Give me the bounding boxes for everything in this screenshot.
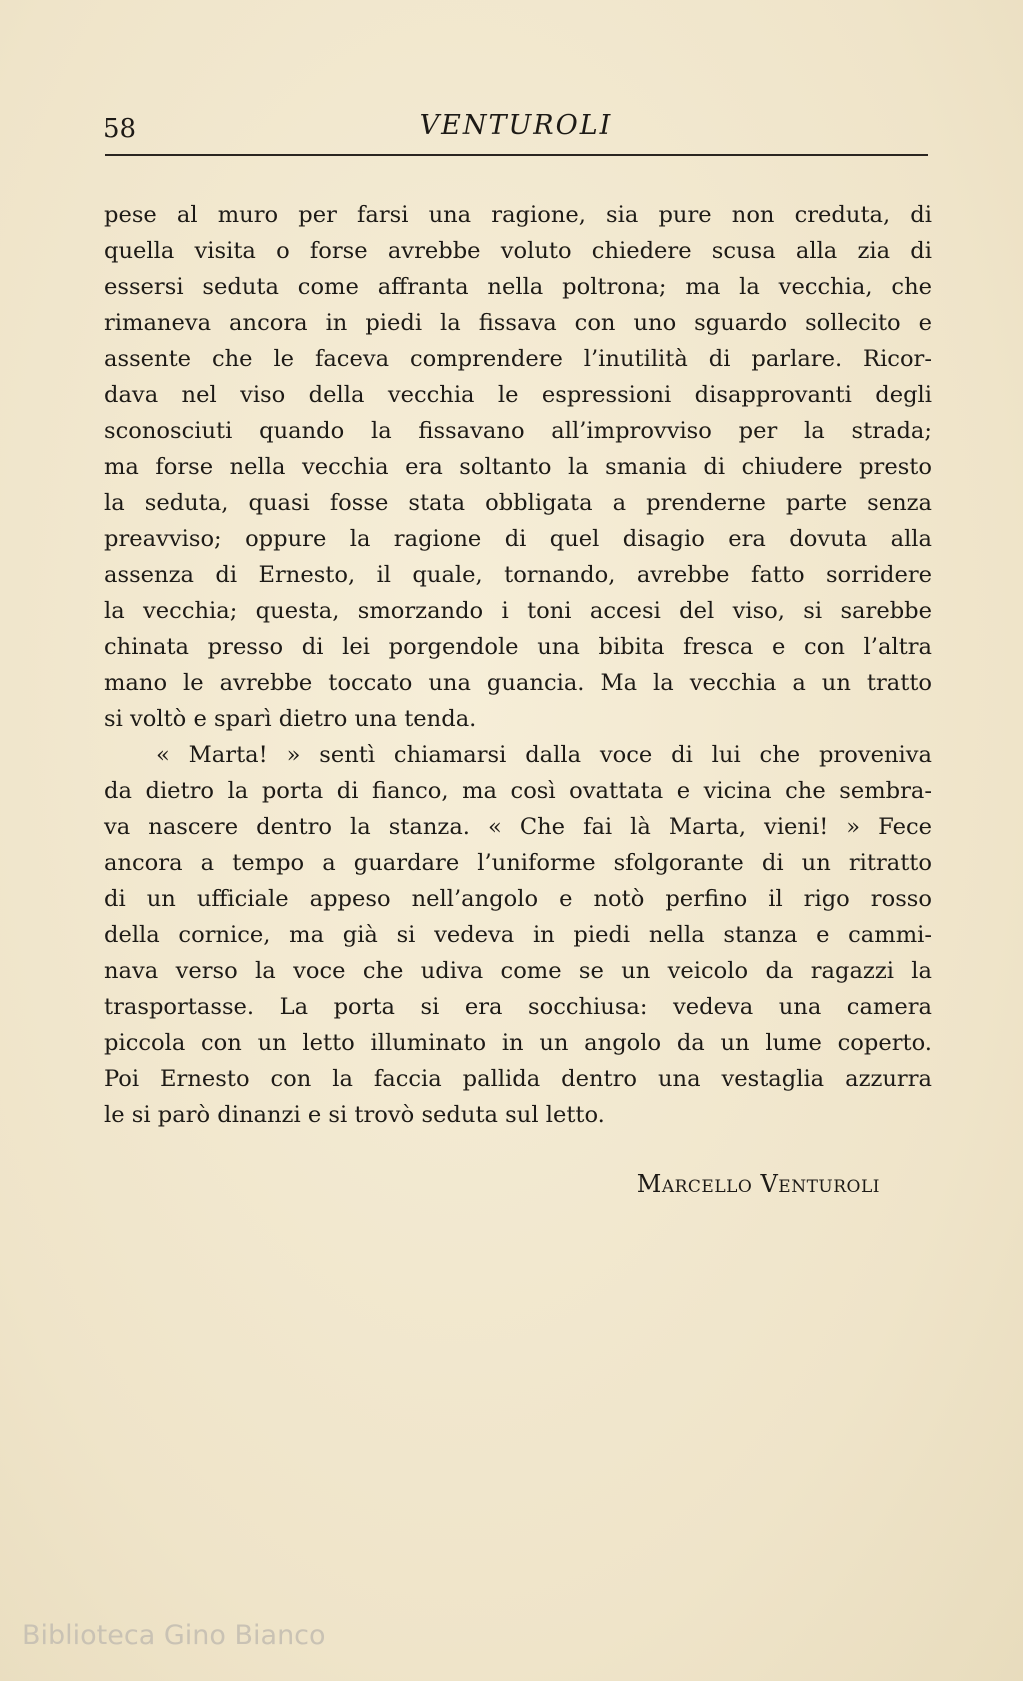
text-line: la vecchia; questa, smorzando i toni accesi del viso, si sarebbe <box>104 598 932 624</box>
text-line: di un ufficiale appeso nell’angolo e notò perfino il rigo rosso <box>104 886 932 912</box>
library-watermark: Biblioteca Gino Bianco <box>22 1620 326 1651</box>
text-line: mano le avrebbe toccato una guancia. Ma la vecchia a un tratto <box>104 670 932 696</box>
text-line: piccola con un letto illuminato in un angolo da un lume coperto. <box>104 1030 932 1056</box>
text-line: pese al muro per farsi una ragione, sia pure non creduta, di <box>104 202 932 228</box>
text-line: ma forse nella vecchia era soltanto la smania di chiudere presto <box>104 454 932 480</box>
text-line: rimaneva ancora in piedi la fissava con uno sguardo sollecito e <box>104 310 932 336</box>
text-line: si voltò e sparì dietro una tenda. <box>104 706 477 732</box>
text-line: la seduta, quasi fosse stata obbligata a prenderne parte senza <box>104 490 932 516</box>
text-line: Poi Ernesto con la faccia pallida dentro una vestaglia azzurra <box>104 1066 932 1092</box>
text-line: chinata presso di lei porgendole una bibita fresca e con l’altra <box>104 634 932 660</box>
text-line: della cornice, ma già si vedeva in piedi nella stanza e cammi- <box>104 922 932 948</box>
author-signature: Marcello Venturoli <box>636 1170 880 1198</box>
header-rule <box>105 154 928 156</box>
running-title: VENTUROLI <box>419 110 613 141</box>
text-line: le si parò dinanzi e si trovò seduta sul letto. <box>104 1102 605 1128</box>
page-header <box>103 104 929 152</box>
text-line: sconosciuti quando la fissavano all’improvviso per la strada; <box>104 418 932 444</box>
text-line: va nascere dentro la stanza. « Che fai là Marta, vieni! » Fece <box>104 814 932 840</box>
text-line: da dietro la porta di fianco, ma così ovattata e vicina che sembra- <box>104 778 932 804</box>
text-line: « Marta! » sentì chiamarsi dalla voce di lui che proveniva <box>156 742 932 768</box>
text-line: essersi seduta come affranta nella poltrona; ma la vecchia, che <box>104 274 932 300</box>
text-line: assenza di Ernesto, il quale, tornando, avrebbe fatto sorridere <box>104 562 932 588</box>
body-text <box>104 197 932 1133</box>
text-line: preavviso; oppure la ragione di quel disagio era dovuta alla <box>104 526 932 552</box>
text-line: assente che le faceva comprendere l’inutilità di parlare. Ricor- <box>104 346 932 372</box>
text-line: trasportasse. La porta si era socchiusa: vedeva una camera <box>104 994 932 1020</box>
text-line: dava nel viso della vecchia le espressioni disapprovanti degli <box>104 382 932 408</box>
text-line: nava verso la voce che udiva come se un veicolo da ragazzi la <box>104 958 932 984</box>
page-number: 58 <box>103 114 137 144</box>
text-line: quella visita o forse avrebbe voluto chiedere scusa alla zia di <box>104 238 932 264</box>
text-line: ancora a tempo a guardare l’uniforme sfolgorante di un ritratto <box>104 850 932 876</box>
